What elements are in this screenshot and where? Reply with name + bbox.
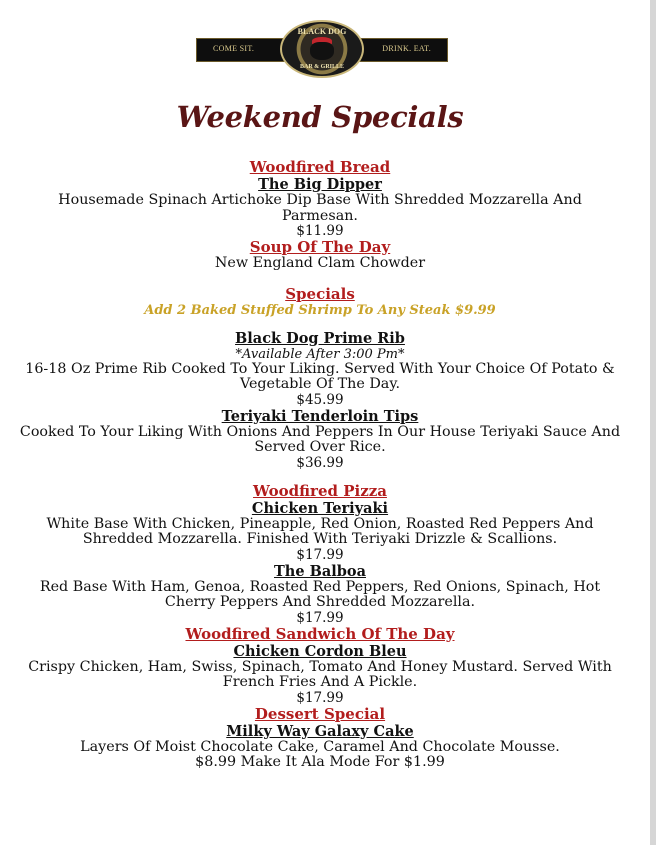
logo-emblem [280,20,364,78]
black-dog-logo [196,20,448,78]
category-woodfired-pizza: Woodfired Pizza [253,481,387,500]
logo-right-text: DRINK. EAT. [382,44,431,53]
item-price: $17.99 [296,689,344,706]
category-specials: Specials [285,284,355,303]
logo-left-text: COME SIT. [213,44,255,53]
item-price-and-addon: $8.99 Make It Ala Mode For $1.99 [195,754,445,770]
item-chicken-cordon-bleu: Chicken Cordon Bleu [233,642,407,660]
item-price: $45.99 [296,391,344,408]
item-description: New England Clam Chowder [214,255,426,271]
item-description: Served Over Rice. [254,439,386,455]
item-description: Vegetable Of The Day. [239,376,401,392]
item-price: $17.99 [296,609,344,626]
item-the-balboa: The Balboa [274,562,366,580]
item-description: White Base With Chicken, Pineapple, Red Onion, Roasted Red Peppers And [46,515,594,532]
category-woodfired-sandwich: Woodfired Sandwich Of The Day [185,624,455,643]
item-milky-way-galaxy-cake: Milky Way Galaxy Cake [226,722,414,740]
item-description: 16-18 Oz Prime Rib Cooked To Your Liking. Served With Your Choice Of Potato & [25,360,615,377]
item-description: French Fries And A Pickle. [222,674,418,690]
item-price: $11.99 [296,223,344,239]
promo-text: Add 2 Baked Stuffed Shrimp To Any Steak $9.99 [144,302,496,318]
item-the-big-dipper: The Big Dipper [258,176,382,193]
item-teriyaki-tenderloin-tips: Teriyaki Tenderloin Tips [221,407,419,425]
item-description: Red Base With Ham, Genoa, Roasted Red Peppers, Red Onions, Spinach, Hot [39,578,601,595]
item-description: Crispy Chicken, Ham, Swiss, Spinach, Tomato And Honey Mustard. Served With [28,658,612,675]
category-woodfired-bread: Woodfired Bread [249,158,391,176]
logo-name-bottom: BAR & GRILLE [299,64,344,70]
item-description: Cooked To Your Liking With Onions And Peppers In Our House Teriyaki Sauce And [19,423,621,440]
item-description: Shredded Mozzarella. Finished With Teriyaki Drizzle & Scallions. [82,531,558,547]
item-description: Housemade Spinach Artichoke Dip Base With Shredded Mozzarella And [58,192,582,208]
item-description: Cherry Peppers And Shredded Mozzarella. [164,594,476,610]
item-chicken-teriyaki: Chicken Teriyaki [251,499,389,517]
menu-content [0,159,640,771]
item-price: $36.99 [296,454,344,471]
item-price: $17.99 [296,546,344,563]
item-description: Layers Of Moist Chocolate Cake, Caramel And Chocolate Mousse. [80,738,560,755]
item-description: Parmesan. [282,207,358,224]
page-edge [650,0,656,845]
category-dessert-special: Dessert Special [254,704,386,723]
logo-name-top: BLACK DOG [297,27,347,36]
page-title: Weekend Specials [176,100,464,134]
dog-icon [310,42,334,60]
category-soup-of-the-day: Soup Of The Day [249,238,391,256]
availability-note: *Available After 3:00 Pm* [235,346,405,362]
item-black-dog-prime-rib: Black Dog Prime Rib [235,329,405,347]
